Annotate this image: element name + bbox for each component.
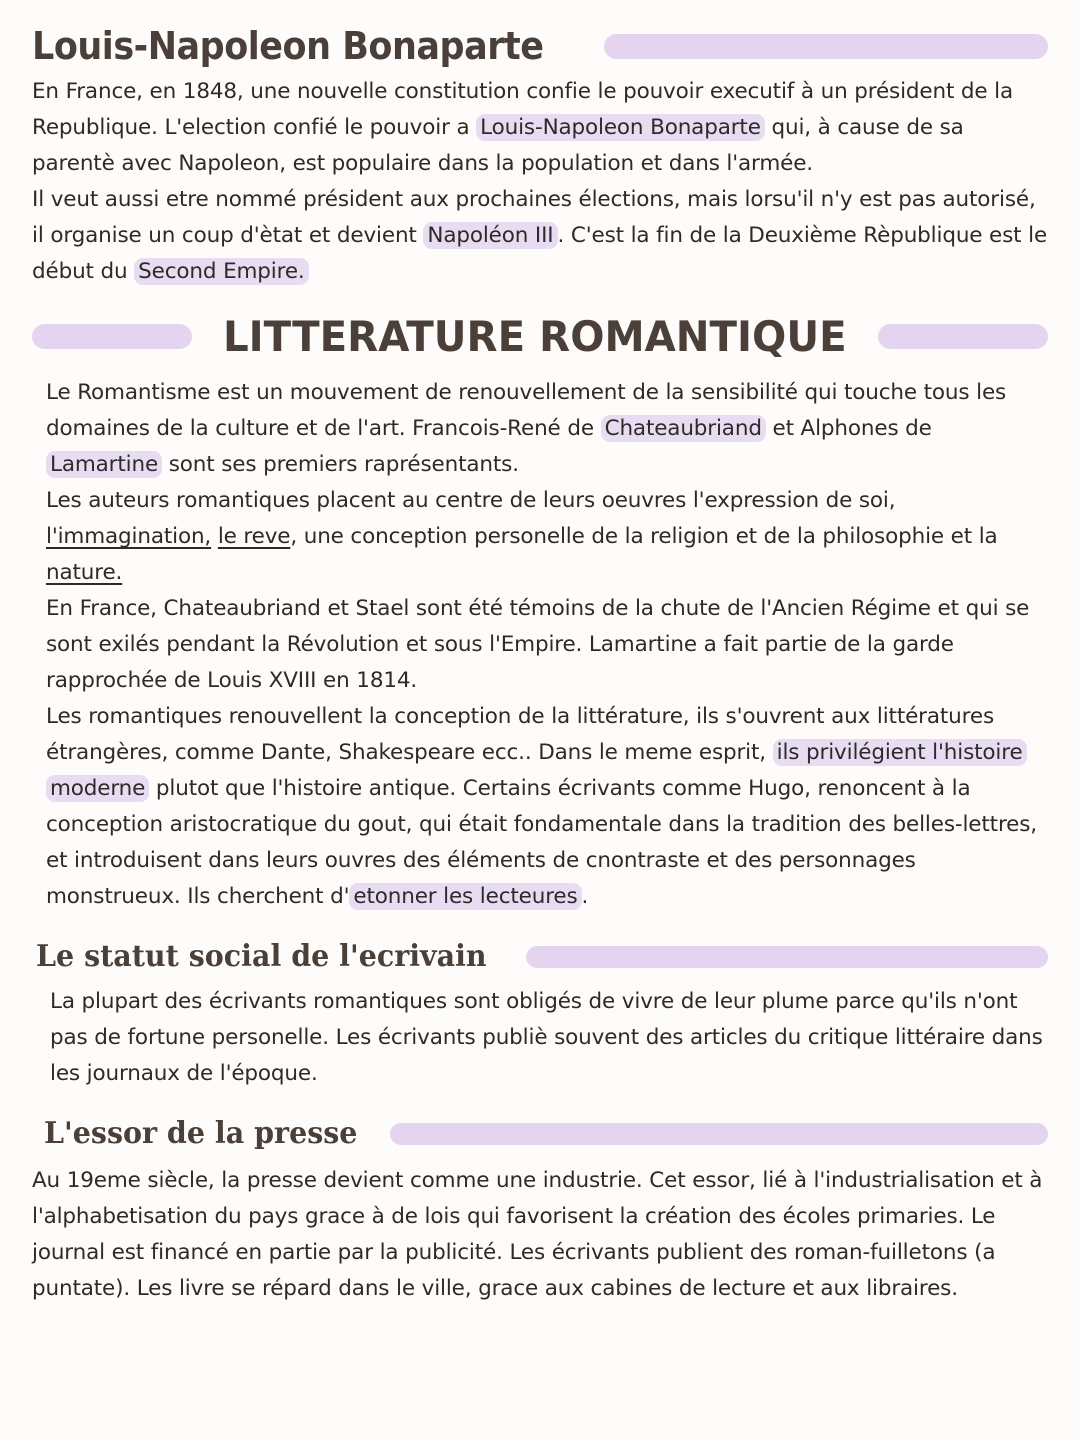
section-paragraph-2 <box>32 483 1048 591</box>
highlight-lamartine: Lamartine <box>46 451 162 478</box>
section-p1-text-c: sont ses premiers raprésentants. <box>162 452 519 477</box>
highlight-napoleon-iii: Napoléon III <box>423 222 557 249</box>
subheading-essor-presse-bar <box>390 1123 1048 1145</box>
highlight-second-empire: Second Empire. <box>134 258 308 285</box>
section-p1-text-b: et Alphones de <box>765 416 932 441</box>
subheading-statut-social-text: Le statut social de l'ecrivain <box>36 939 487 974</box>
section-paragraph-4 <box>32 699 1048 915</box>
section-p4-text-c: . <box>581 884 589 909</box>
highlight-louis-napoleon: Louis-Napoleon Bonaparte <box>476 114 765 141</box>
subsection1-paragraph: La plupart des écrivants romantiques sont obligés de vivre de leur plume parce qu'ils n'ont pas de fortune personelle. Les écrivants publiè souvent des articles du critique littéraire dans les journaux de l'époque. <box>50 989 1043 1086</box>
subheading-essor-presse-text: L'essor de la presse <box>44 1116 358 1151</box>
intro-p2-text-b: . C'est la fin de la Deuxième Rèpublique est le début du <box>32 223 1048 284</box>
page-title <box>32 0 1048 68</box>
highlight-chateaubriand: Chateaubriand <box>601 415 766 442</box>
subsection2-paragraph: Au 19eme siècle, la presse devient comme une industrie. Cet essor, lié à l'industrialisation et à l'alphabetisation du pays grace à de lois qui favorisent la création des écoles primaries. Le journal est financé en partie par la publicité. Les écrivants publient des roman-fuilletons (a puntate). Les livre se répard dans le ville, grace aux cabines de lecture et aux libraires. <box>32 1168 1043 1301</box>
section-heading-text: LITTERATURE ROMANTIQUE <box>222 312 847 361</box>
section-heading-litterature-romantique <box>32 312 1048 361</box>
intro-paragraph-2 <box>32 182 1048 290</box>
section-heading-bar-left <box>32 324 192 349</box>
section-p4-text-b: plutot que l'histoire antique. Certains écrivants comme Hugo, renoncent à la conception aristocratique du gout, qui était fondamentale dans la tradition des belles-lettres, et introduisent dans leurs ouvres des éléments de cnontraste et des personnages monstrueux. Ils cherchent d' <box>46 776 1037 909</box>
title-highlight-bar <box>604 34 1048 59</box>
section-paragraph-1 <box>32 375 1048 483</box>
subheading-essor-presse <box>32 1116 1048 1151</box>
page-title-text: Louis-Napoleon Bonaparte <box>32 24 544 68</box>
underline-nature: nature. <box>46 560 123 585</box>
intro-p2-text-a: Il veut aussi etre nommé président aux prochaines élections, mais lorsu'il n'y est pas autorisé, il organise un coup d'ètat et devient <box>32 187 1036 248</box>
section-p4-text-a: Les romantiques renouvellent la conception de la littérature, ils s'ouvrent aux littératures étrangères, comme Dante, Shakespeare ecc.. Dans le meme esprit, <box>46 704 994 765</box>
section-heading-bar-right <box>878 324 1048 349</box>
underline-immagination: l'immagination, <box>46 524 212 549</box>
highlight-etonner-les-lecteures: etonner les lecteures <box>349 883 581 910</box>
intro-p1-text-a: En France, en 1848, une nouvelle constitution confie le pouvoir executif à un président de la Republique. L'election confié le pouvoir a <box>32 79 1014 140</box>
underline-le-reve: le reve <box>217 524 291 549</box>
section-paragraph-3: En France, Chateaubriand et Stael sont été témoins de la chute de l'Ancien Régime et qui se sont exilés pendant la Révolution et sous l'Empire. Lamartine a fait partie de la garde rapprochée de Louis XVIII en 1814. <box>46 596 1030 693</box>
intro-paragraph-1 <box>32 74 1048 182</box>
section-p2-text-c: , une conception personelle de la religion et de la philosophie et la <box>290 524 998 549</box>
subheading-statut-social <box>32 939 1048 974</box>
section-p2-text-a: Les auteurs romantiques placent au centre de leurs oeuvres l'expression de soi, <box>46 488 896 513</box>
intro-p1-text-b: qui, à cause de sa parentè avec Napoleon, est populaire dans la population et dans l'armée. <box>32 115 964 176</box>
section-p1-text-a: Le Romantisme est un mouvement de renouvellement de la sensibilité qui touche tous les domaines de la culture et de l'art. Francois-René de <box>46 380 1007 441</box>
highlight-privilegient-histoire-moderne: ils privilégient l'histoire moderne <box>46 739 1027 802</box>
subheading-statut-social-bar <box>526 946 1048 968</box>
section-p2-space <box>211 524 218 549</box>
